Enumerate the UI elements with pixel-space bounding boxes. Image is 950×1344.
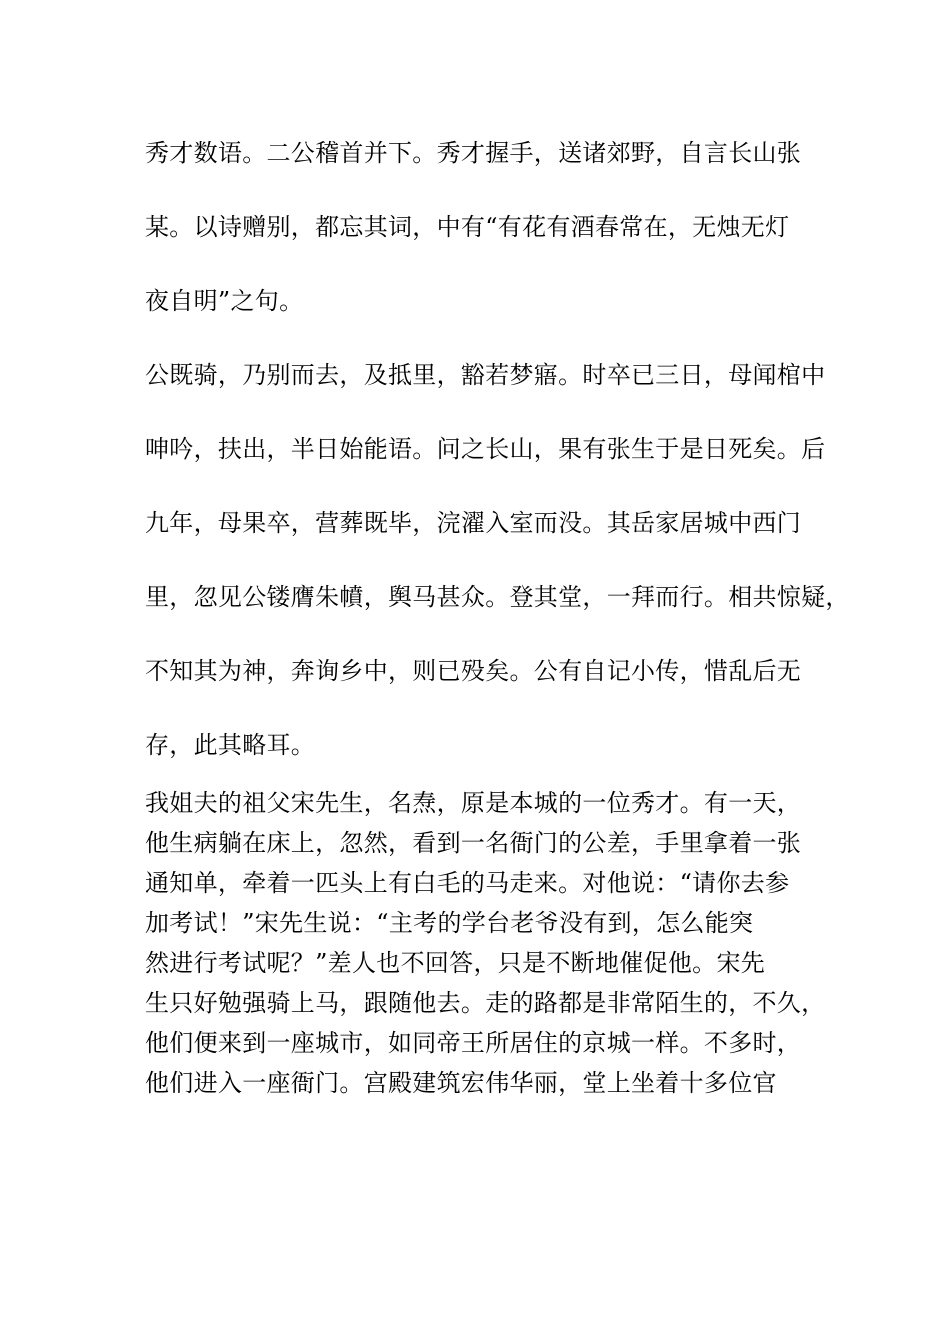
paragraph-line: 存，此其略耳。: [145, 731, 316, 759]
paragraph-2: [145, 338, 850, 782]
paragraph-line: 秀才数语。二公稽首并下。秀才握手，送诸郊野，自言长山张: [145, 139, 802, 167]
paragraph-line: 他生病躺在床上，忽然，看到一名衙门的公差，手里拿着一张: [145, 829, 802, 857]
paragraph-line: 夜自明”之句。: [145, 287, 304, 315]
paragraph-line: 某。以诗赠别，都忘其词，中有“有花有酒春常在，无烛无灯: [145, 213, 790, 241]
paragraph-line: 我姐夫的祖父宋先生，名焘，原是本城的一位秀才。有一天，: [145, 789, 802, 817]
paragraph-line: 通知单，牵着一匹头上有白毛的马走来。对他说：“请你去参: [145, 869, 790, 897]
paragraph-line: 九年，母果卒，营葬既毕，浣濯入室而没。其岳家居城中西门: [145, 509, 802, 537]
paragraph-line: 加考试！”宋先生说：“主考的学台老爷没有到，怎么能突: [145, 909, 754, 937]
paragraph-line: 生只好勉强骑上马，跟随他去。走的路都是非常陌生的，不久，: [145, 989, 826, 1017]
paragraph-line: 不知其为神，奔询乡中，则已殁矣。公有自记小传，惜乱后无: [145, 657, 802, 685]
paragraph-line: 公既骑，乃别而去，及抵里，豁若梦寤。时卒已三日，母闻棺中: [145, 361, 826, 389]
paragraph-line: 里，忽见公镂膺朱幩，舆马甚众。登其堂，一拜而行。相共惊疑，: [145, 583, 850, 611]
paragraph-line: 他们便来到一座城市，如同帝王所居住的京城一样。不多时，: [145, 1029, 802, 1057]
paragraph-1: [145, 116, 815, 338]
paragraph-line: 然进行考试呢？”差人也不回答，只是不断地催促他。宋先: [145, 949, 766, 977]
paragraph-3-translation: [145, 783, 826, 1103]
paragraph-line: 呻吟，扶出，半日始能语。问之长山，果有张生于是日死矣。后: [145, 435, 826, 463]
paragraph-line: 他们进入一座衙门。宫殿建筑宏伟华丽，堂上坐着十多位官: [145, 1069, 777, 1097]
